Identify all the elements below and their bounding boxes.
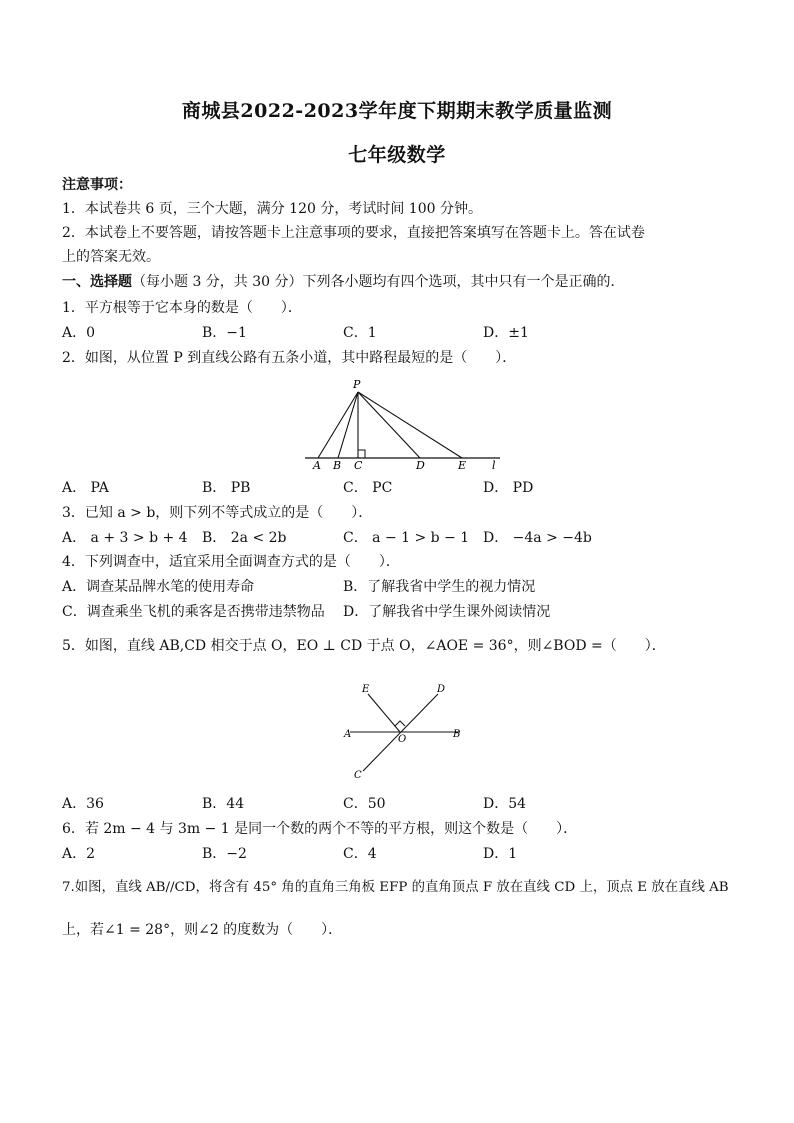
- q3-option-a: A． a + 3 > b + 4: [62, 530, 188, 546]
- label-e: E: [458, 459, 467, 472]
- q2-figure: [300, 372, 505, 472]
- q1-option-c: C．1: [343, 325, 377, 341]
- segment-pb: [338, 392, 358, 458]
- q3-stem: 3．已知 a > b，则下列不等式成立的是（ ）．: [62, 505, 373, 521]
- q6-option-b: B．−2: [202, 846, 247, 862]
- notice-item-1: 1．本试卷共 6 页，三个大题，满分 120 分，考试时间 100 分钟。: [62, 201, 482, 217]
- exam-subtitle: 七年级数学: [348, 144, 446, 166]
- label-d: D: [437, 684, 446, 695]
- segment-pa: [318, 392, 358, 458]
- q3-option-b: B． 2a < 2b: [202, 530, 287, 546]
- notice-item-2-line2: 上的答案无效。: [62, 249, 160, 265]
- label-b: B: [453, 729, 461, 740]
- q6-option-c: C．4: [343, 846, 377, 862]
- q1-option-a: A．0: [62, 325, 96, 341]
- right-angle-mark: [358, 450, 365, 458]
- q5-option-a: A．36: [62, 796, 104, 812]
- notice-heading: 注意事项：: [62, 177, 132, 193]
- q5-stem: 5．如图，直线 AB,CD 相交于点 O，EO ⊥ CD 于点 O，∠AOE = 36°，则∠BOD =（ ）．: [62, 638, 666, 654]
- q3-option-d: D． −4a > −4b: [483, 530, 592, 546]
- label-l: l: [492, 459, 496, 472]
- q1-option-d: D．±1: [483, 325, 529, 341]
- q2-option-d: D． PD: [483, 480, 534, 496]
- q6-option-a: A．2: [62, 846, 96, 862]
- q5-option-b: B．44: [202, 796, 245, 812]
- label-d: D: [416, 459, 425, 472]
- q1-option-b: B．−1: [202, 325, 247, 341]
- label-c: C: [354, 459, 363, 472]
- label-e: E: [362, 684, 370, 695]
- q4-option-c: C．调查乘坐飞机的乘客是否携带违禁物品: [62, 604, 325, 620]
- q6-option-d: D．1: [483, 846, 518, 862]
- label-p: P: [353, 378, 361, 391]
- ray-oe: [368, 694, 400, 732]
- q2-option-a: A． PA: [62, 480, 109, 496]
- q4-stem: 4．下列调查中，适宜采用全面调查方式的是（ ）．: [62, 554, 400, 570]
- q5-option-c: C．50: [343, 796, 386, 812]
- q2-option-b: B． PB: [202, 480, 251, 496]
- label-a: A: [313, 459, 321, 472]
- notice-item-2-line1: 2．本试卷上不要答题，请按答题卡上注意事项的要求，直接把答案填写在答题卡上。答在试卷: [62, 225, 645, 241]
- exam-title: 商城县2022-2023学年度下期期末教学质量监测: [181, 100, 613, 122]
- section1-desc: （每小题 3 分，共 30 分）下列各小题均有四个选项，其中只有一个是正确的．: [132, 274, 625, 290]
- section1-heading: [62, 273, 625, 291]
- q4-option-d: D．了解我省中学生课外阅读情况: [343, 604, 551, 620]
- section1-label: 一、选择题: [62, 274, 132, 290]
- label-a: A: [344, 729, 352, 740]
- q6-stem: 6．若 2m − 4 与 3m − 1 是同一个数的两个不等的平方根，则这个数是（ ）．: [62, 821, 578, 837]
- q2-option-c: C． PC: [343, 480, 393, 496]
- q5-figure: [338, 676, 468, 784]
- q7-stem-line2: 上，若∠1 = 28°，则∠2 的度数为（ ）．: [62, 922, 343, 938]
- q2-stem: 2．如图，从位置 P 到直线公路有五条小道，其中路程最短的是（ ）．: [62, 350, 517, 366]
- q3-option-c: C． a − 1 > b − 1: [343, 530, 470, 546]
- q4-option-a: A．调查某品牌水笔的使用寿命: [62, 579, 255, 595]
- label-c: C: [354, 770, 362, 781]
- q7-stem-line1: 7.如图，直线 AB//CD，将含有 45° 角的直角三角板 EFP 的直角顶点 F 放在直线 CD 上，顶点 E 放在直线 AB: [62, 880, 729, 895]
- right-angle-mark: [395, 721, 405, 726]
- q4-option-b: B．了解我省中学生的视力情况: [343, 579, 536, 595]
- q5-option-d: D．54: [483, 796, 527, 812]
- label-b: B: [333, 459, 342, 472]
- label-o: O: [398, 734, 407, 745]
- q1-stem: 1．平方根等于它本身的数是（ ）．: [62, 300, 302, 316]
